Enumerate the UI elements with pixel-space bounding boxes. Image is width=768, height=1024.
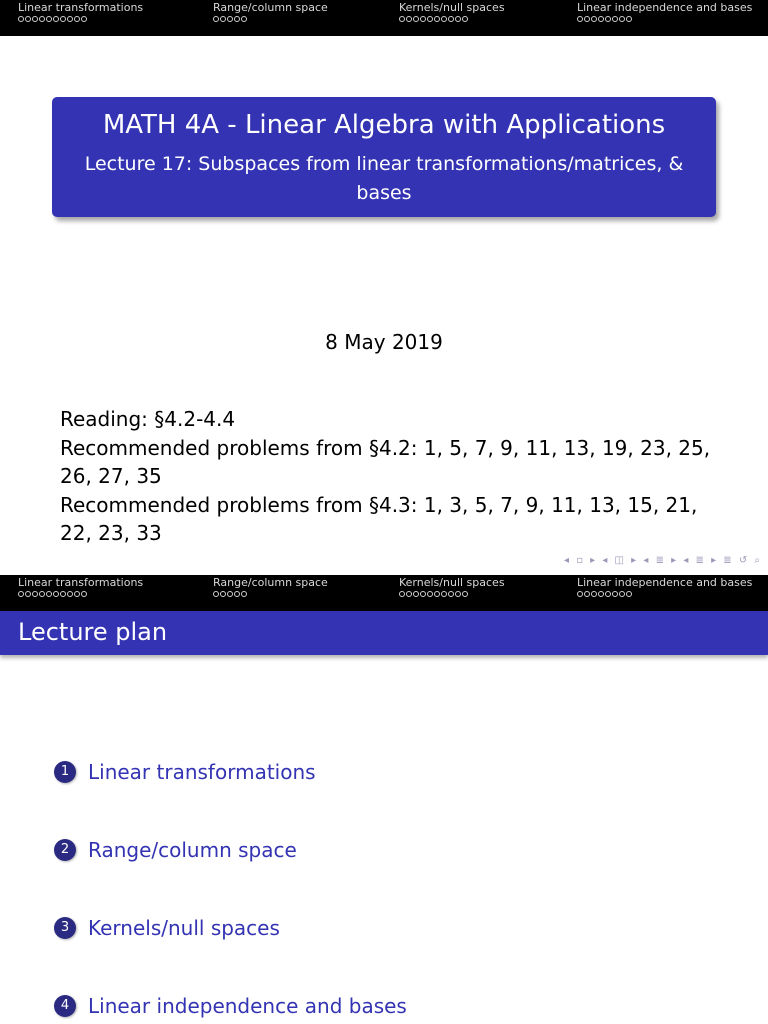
problems-line-4-2: Recommended problems from §4.2: 1, 5, 7, 9, 11, 13, 19, 23, 25, 26, 27, 35 — [60, 435, 711, 489]
progress-dot[interactable] — [427, 591, 433, 597]
progress-dot[interactable] — [598, 591, 604, 597]
nav-section-linear-transformations[interactable]: Linear transformations — [18, 1, 143, 22]
nav-progress-dots[interactable] — [399, 16, 505, 22]
title-block — [52, 97, 716, 217]
progress-dot[interactable] — [25, 16, 31, 22]
plan-item-label[interactable]: Linear independence and bases — [88, 994, 407, 1018]
progress-dot[interactable] — [584, 16, 590, 22]
progress-dot[interactable] — [25, 591, 31, 597]
nav-section-linear-independence[interactable]: Linear independence and bases — [577, 576, 752, 597]
progress-dot[interactable] — [598, 16, 604, 22]
progress-dot[interactable] — [413, 591, 419, 597]
nav-progress-dots[interactable] — [213, 591, 328, 597]
progress-dot[interactable] — [448, 16, 454, 22]
progress-dot[interactable] — [234, 16, 240, 22]
progress-dot[interactable] — [220, 591, 226, 597]
number-bullet: 2 — [54, 839, 76, 861]
nav-section-linear-transformations[interactable]: Linear transformations — [18, 576, 143, 597]
nav-progress-dots[interactable] — [577, 16, 752, 22]
progress-dot[interactable] — [32, 591, 38, 597]
nav-section-range-column-space[interactable]: Range/column space — [213, 1, 328, 22]
number-bullet: 3 — [54, 917, 76, 939]
section-navigation-bar — [0, 575, 768, 611]
progress-dot[interactable] — [462, 591, 468, 597]
progress-dot[interactable] — [399, 16, 405, 22]
progress-dot[interactable] — [74, 16, 80, 22]
progress-dot[interactable] — [74, 591, 80, 597]
progress-dot[interactable] — [612, 591, 618, 597]
progress-dot[interactable] — [626, 591, 632, 597]
progress-dot[interactable] — [427, 16, 433, 22]
progress-dot[interactable] — [406, 591, 412, 597]
beamer-navigation-controls[interactable]: ◂ ▫ ▸ ◂ ◫ ▸ ◂ ≣ ▸ ◂ ≣ ▸ ≣ ↺ ⌕ — [564, 555, 762, 566]
progress-dot[interactable] — [67, 16, 73, 22]
problems-line-4-3: Recommended problems from §4.3: 1, 3, 5, 7, 9, 11, 13, 15, 21, 22, 23, 33 — [60, 492, 698, 546]
progress-dot[interactable] — [406, 16, 412, 22]
progress-dot[interactable] — [619, 591, 625, 597]
number-bullet: 1 — [54, 761, 76, 783]
progress-dot[interactable] — [67, 591, 73, 597]
lecture-plan-slide — [0, 575, 768, 1024]
progress-dot[interactable] — [584, 591, 590, 597]
progress-dot[interactable] — [60, 16, 66, 22]
progress-dot[interactable] — [591, 591, 597, 597]
progress-dot[interactable] — [455, 591, 461, 597]
progress-dot[interactable] — [241, 16, 247, 22]
progress-dot[interactable] — [213, 16, 219, 22]
progress-dot[interactable] — [213, 591, 219, 597]
progress-dot[interactable] — [434, 591, 440, 597]
progress-dot[interactable] — [81, 16, 87, 22]
plan-item-label[interactable]: Linear transformations — [88, 760, 316, 784]
nav-section-kernels-null-spaces[interactable]: Kernels/null spaces — [399, 576, 505, 597]
progress-dot[interactable] — [60, 591, 66, 597]
reading-line: Reading: §4.2-4.4 — [60, 407, 236, 431]
plan-item-linear-transformations[interactable] — [54, 758, 316, 786]
progress-dot[interactable] — [626, 16, 632, 22]
progress-dot[interactable] — [577, 591, 583, 597]
progress-dot[interactable] — [420, 16, 426, 22]
progress-dot[interactable] — [441, 16, 447, 22]
section-navigation-bar — [0, 0, 768, 36]
number-bullet: 4 — [54, 995, 76, 1017]
progress-dot[interactable] — [241, 591, 247, 597]
plan-item-label[interactable]: Kernels/null spaces — [88, 916, 280, 940]
progress-dot[interactable] — [53, 591, 59, 597]
progress-dot[interactable] — [612, 16, 618, 22]
progress-dot[interactable] — [591, 16, 597, 22]
progress-dot[interactable] — [619, 16, 625, 22]
progress-dot[interactable] — [420, 591, 426, 597]
nav-progress-dots[interactable] — [399, 591, 505, 597]
progress-dot[interactable] — [234, 591, 240, 597]
progress-dot[interactable] — [605, 591, 611, 597]
plan-item-linear-independence[interactable] — [54, 992, 407, 1020]
plan-item-range-column-space[interactable] — [54, 836, 297, 864]
reading-assignments — [60, 405, 720, 548]
nav-progress-dots[interactable] — [18, 16, 143, 22]
progress-dot[interactable] — [448, 591, 454, 597]
progress-dot[interactable] — [18, 16, 24, 22]
progress-dot[interactable] — [434, 16, 440, 22]
nav-progress-dots[interactable] — [18, 591, 143, 597]
progress-dot[interactable] — [399, 591, 405, 597]
progress-dot[interactable] — [605, 16, 611, 22]
progress-dot[interactable] — [39, 591, 45, 597]
progress-dot[interactable] — [413, 16, 419, 22]
nav-section-range-column-space[interactable]: Range/column space — [213, 576, 328, 597]
progress-dot[interactable] — [81, 591, 87, 597]
frame-title: Lecture plan — [18, 618, 168, 646]
lecture-date: 8 May 2019 — [325, 330, 443, 354]
nav-section-linear-independence[interactable]: Linear independence and bases — [577, 1, 752, 22]
lecture-title: MATH 4A - Linear Algebra with Applications — [102, 110, 666, 140]
progress-dot[interactable] — [220, 16, 226, 22]
progress-dot[interactable] — [18, 591, 24, 597]
progress-dot[interactable] — [227, 591, 233, 597]
plan-item-kernels-null-spaces[interactable] — [54, 914, 280, 942]
progress-dot[interactable] — [227, 16, 233, 22]
progress-dot[interactable] — [46, 16, 52, 22]
nav-progress-dots[interactable] — [577, 591, 752, 597]
progress-dot[interactable] — [577, 16, 583, 22]
plan-item-label[interactable]: Range/column space — [88, 838, 297, 862]
progress-dot[interactable] — [455, 16, 461, 22]
lecture-subtitle: Lecture 17: Subspaces from linear transformations/matrices, & bases — [84, 153, 684, 204]
nav-section-kernels-null-spaces[interactable]: Kernels/null spaces — [399, 1, 505, 22]
progress-dot[interactable] — [39, 16, 45, 22]
frame-title-bar — [0, 611, 768, 655]
progress-dot[interactable] — [462, 16, 468, 22]
progress-dot[interactable] — [441, 591, 447, 597]
progress-dot[interactable] — [53, 16, 59, 22]
nav-progress-dots[interactable] — [213, 16, 328, 22]
progress-dot[interactable] — [46, 591, 52, 597]
progress-dot[interactable] — [32, 16, 38, 22]
